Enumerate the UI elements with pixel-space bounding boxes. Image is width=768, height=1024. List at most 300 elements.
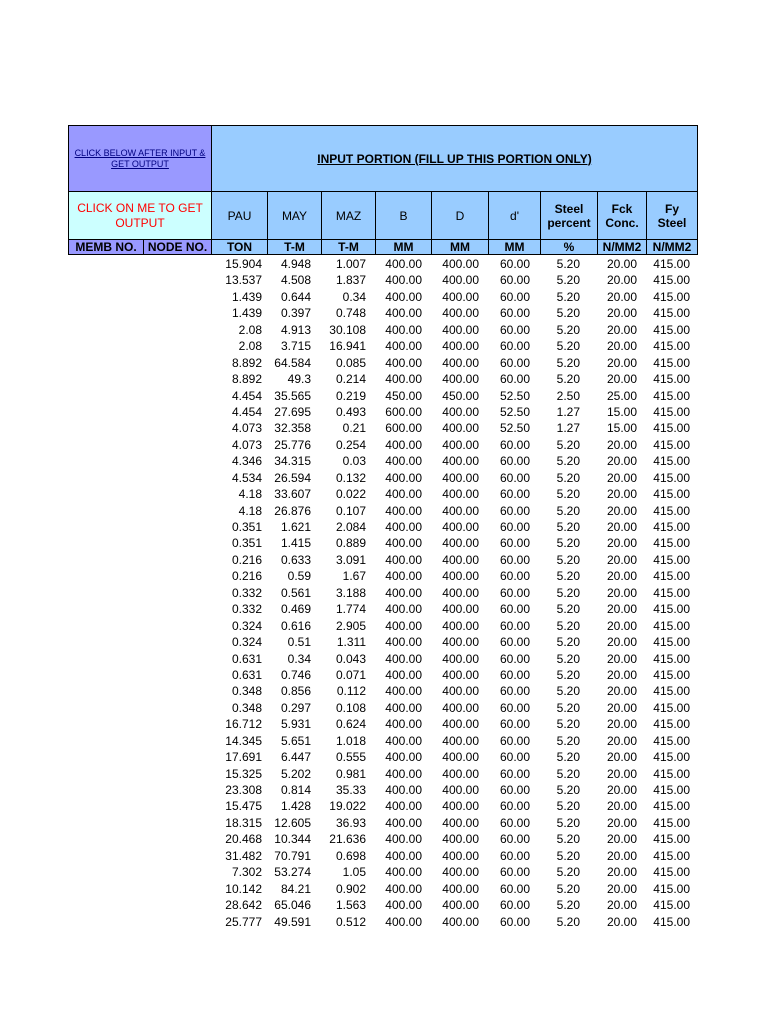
cell-b[interactable]: 400.00: [385, 783, 422, 797]
cell-fck[interactable]: 20.00: [606, 881, 637, 896]
cell-maz[interactable]: 0.071: [335, 667, 366, 682]
cell-pau[interactable]: 16.712: [225, 717, 262, 732]
cell-maz[interactable]: 0.085: [335, 355, 366, 370]
cell-steel-percent[interactable]: 5.20: [556, 487, 580, 502]
cell-steel-percent[interactable]: 5.20: [556, 536, 580, 551]
cell-maz[interactable]: 1.774: [335, 602, 366, 617]
cell-fy[interactable]: 415.00: [653, 914, 690, 929]
cell-b[interactable]: 400.00: [385, 552, 422, 567]
cell-fy[interactable]: 415.00: [653, 289, 690, 304]
cell-pau[interactable]: 4.18: [238, 487, 262, 502]
cell-fck[interactable]: 20.00: [606, 273, 637, 288]
cell-b[interactable]: 450.00: [385, 388, 422, 403]
cell-d[interactable]: 450.00: [442, 388, 479, 403]
cell-fy[interactable]: 415.00: [653, 421, 690, 436]
cell-d[interactable]: 400.00: [442, 355, 479, 370]
cell-fck[interactable]: 25.00: [606, 388, 637, 403]
cell-d[interactable]: 400.00: [442, 306, 479, 321]
cell-fy[interactable]: 415.00: [653, 667, 690, 682]
cell-d[interactable]: 400.00: [442, 832, 479, 847]
cell-fy[interactable]: 415.00: [653, 799, 690, 814]
cell-b[interactable]: 400.00: [385, 881, 422, 896]
cell-d[interactable]: 400.00: [442, 783, 479, 797]
cell-b[interactable]: 400.00: [385, 372, 422, 387]
cell-d-prime[interactable]: 60.00: [499, 783, 530, 797]
cell-b[interactable]: 400.00: [385, 898, 422, 913]
cell-d-prime[interactable]: 60.00: [499, 865, 530, 880]
cell-d-prime[interactable]: 60.00: [499, 437, 530, 452]
cell-d[interactable]: 400.00: [442, 372, 479, 387]
cell-may[interactable]: 49.591: [274, 914, 311, 929]
cell-maz[interactable]: 0.555: [335, 750, 366, 765]
cell-pau[interactable]: 20.468: [225, 832, 262, 847]
cell-d-prime[interactable]: 60.00: [499, 815, 530, 830]
cell-pau[interactable]: 4.18: [238, 503, 262, 518]
cell-d-prime[interactable]: 60.00: [499, 898, 530, 913]
cell-d-prime[interactable]: 60.00: [499, 635, 530, 650]
cell-maz[interactable]: 0.902: [335, 881, 366, 896]
cell-d[interactable]: 400.00: [442, 651, 479, 666]
cell-steel-percent[interactable]: 5.20: [556, 355, 580, 370]
cell-d-prime[interactable]: 60.00: [499, 503, 530, 518]
cell-d[interactable]: 400.00: [442, 635, 479, 650]
cell-d[interactable]: 400.00: [442, 684, 479, 699]
cell-steel-percent[interactable]: 1.27: [556, 421, 580, 436]
cell-fck[interactable]: 20.00: [606, 898, 637, 913]
cell-pau[interactable]: 0.348: [231, 684, 262, 699]
cell-d-prime[interactable]: 60.00: [499, 552, 530, 567]
cell-b[interactable]: 400.00: [385, 289, 422, 304]
cell-b[interactable]: 400.00: [385, 322, 422, 337]
cell-pau[interactable]: 0.332: [231, 602, 262, 617]
cell-steel-percent[interactable]: 5.20: [556, 470, 580, 485]
cell-b[interactable]: 400.00: [385, 733, 422, 748]
cell-fck[interactable]: 20.00: [606, 635, 637, 650]
cell-pau[interactable]: 1.439: [231, 306, 262, 321]
cell-d-prime[interactable]: 52.50: [499, 404, 530, 419]
cell-fck[interactable]: 20.00: [606, 454, 637, 469]
cell-steel-percent[interactable]: 5.20: [556, 700, 580, 715]
cell-d-prime[interactable]: 60.00: [499, 651, 530, 666]
cell-b[interactable]: 400.00: [385, 717, 422, 732]
cell-steel-percent[interactable]: 5.20: [556, 865, 580, 880]
cell-b[interactable]: 400.00: [385, 602, 422, 617]
cell-steel-percent[interactable]: 5.20: [556, 684, 580, 699]
cell-b[interactable]: 400.00: [385, 848, 422, 863]
cell-fck[interactable]: 20.00: [606, 651, 637, 666]
cell-steel-percent[interactable]: 5.20: [556, 602, 580, 617]
cell-b[interactable]: 400.00: [385, 865, 422, 880]
cell-may[interactable]: 25.776: [274, 437, 311, 452]
get-output-button[interactable]: CLICK ON ME TO GET OUTPUT: [68, 192, 212, 240]
cell-b[interactable]: 400.00: [385, 832, 422, 847]
cell-pau[interactable]: 25.777: [225, 914, 262, 929]
cell-fck[interactable]: 20.00: [606, 618, 637, 633]
cell-pau[interactable]: 13.537: [225, 273, 262, 288]
cell-fy[interactable]: 415.00: [653, 865, 690, 880]
cell-fy[interactable]: 415.00: [653, 536, 690, 551]
cell-steel-percent[interactable]: 5.20: [556, 437, 580, 452]
cell-pau[interactable]: 0.351: [231, 520, 262, 534]
cell-d-prime[interactable]: 60.00: [499, 569, 530, 584]
cell-maz[interactable]: 19.022: [329, 799, 366, 814]
cell-may[interactable]: 0.397: [280, 306, 311, 321]
cell-fy[interactable]: 415.00: [653, 881, 690, 896]
cell-steel-percent[interactable]: 5.20: [556, 306, 580, 321]
cell-steel-percent[interactable]: 5.20: [556, 289, 580, 304]
cell-may[interactable]: 4.913: [280, 322, 311, 337]
cell-maz[interactable]: 3.188: [335, 585, 366, 600]
cell-fy[interactable]: 415.00: [653, 684, 690, 699]
cell-d-prime[interactable]: 60.00: [499, 322, 530, 337]
cell-d-prime[interactable]: 60.00: [499, 306, 530, 321]
cell-steel-percent[interactable]: 5.20: [556, 717, 580, 732]
cell-fck[interactable]: 20.00: [606, 257, 637, 271]
cell-b[interactable]: 400.00: [385, 799, 422, 814]
cell-maz[interactable]: 21.636: [329, 832, 366, 847]
cell-may[interactable]: 0.856: [280, 684, 311, 699]
cell-pau[interactable]: 15.904: [225, 257, 262, 271]
cell-steel-percent[interactable]: 5.20: [556, 273, 580, 288]
cell-maz[interactable]: 0.219: [335, 388, 366, 403]
cell-d[interactable]: 400.00: [442, 799, 479, 814]
cell-fy[interactable]: 415.00: [653, 404, 690, 419]
cell-d-prime[interactable]: 52.50: [499, 421, 530, 436]
cell-b[interactable]: 400.00: [385, 815, 422, 830]
cell-maz[interactable]: 1.837: [335, 273, 366, 288]
cell-fy[interactable]: 415.00: [653, 700, 690, 715]
cell-fy[interactable]: 415.00: [653, 306, 690, 321]
cell-fck[interactable]: 20.00: [606, 569, 637, 584]
cell-maz[interactable]: 0.022: [335, 487, 366, 502]
cell-pau[interactable]: 28.642: [225, 898, 262, 913]
cell-pau[interactable]: 4.073: [231, 437, 262, 452]
cell-b[interactable]: 400.00: [385, 651, 422, 666]
cell-d-prime[interactable]: 60.00: [499, 881, 530, 896]
cell-fy[interactable]: 415.00: [653, 552, 690, 567]
cell-d[interactable]: 400.00: [442, 618, 479, 633]
cell-fy[interactable]: 415.00: [653, 602, 690, 617]
cell-fck[interactable]: 20.00: [606, 799, 637, 814]
cell-steel-percent[interactable]: 5.20: [556, 454, 580, 469]
cell-fy[interactable]: 415.00: [653, 766, 690, 781]
cell-fy[interactable]: 415.00: [653, 569, 690, 584]
cell-d-prime[interactable]: 60.00: [499, 372, 530, 387]
cell-d[interactable]: 400.00: [442, 766, 479, 781]
cell-fy[interactable]: 415.00: [653, 618, 690, 633]
cell-fy[interactable]: 415.00: [653, 635, 690, 650]
cell-d-prime[interactable]: 60.00: [499, 667, 530, 682]
cell-fy[interactable]: 415.00: [653, 750, 690, 765]
cell-pau[interactable]: 8.892: [231, 355, 262, 370]
cell-maz[interactable]: 35.33: [335, 783, 366, 797]
cell-fy[interactable]: 415.00: [653, 651, 690, 666]
cell-b[interactable]: 400.00: [385, 273, 422, 288]
cell-fck[interactable]: 20.00: [606, 602, 637, 617]
cell-pau[interactable]: 4.346: [231, 454, 262, 469]
cell-steel-percent[interactable]: 5.20: [556, 766, 580, 781]
cell-steel-percent[interactable]: 5.20: [556, 667, 580, 682]
cell-fck[interactable]: 15.00: [606, 404, 637, 419]
cell-fck[interactable]: 20.00: [606, 552, 637, 567]
cell-d-prime[interactable]: 60.00: [499, 585, 530, 600]
cell-fck[interactable]: 20.00: [606, 585, 637, 600]
cell-fck[interactable]: 20.00: [606, 783, 637, 797]
cell-maz[interactable]: 36.93: [335, 815, 366, 830]
cell-d-prime[interactable]: 60.00: [499, 914, 530, 929]
cell-fy[interactable]: 415.00: [653, 372, 690, 387]
cell-d[interactable]: 400.00: [442, 569, 479, 584]
cell-d[interactable]: 400.00: [442, 273, 479, 288]
cell-may[interactable]: 0.469: [280, 602, 311, 617]
output-link[interactable]: CLICK BELOW AFTER INPUT & GET OUTPUT: [74, 147, 206, 169]
cell-pau[interactable]: 2.08: [238, 322, 262, 337]
cell-steel-percent[interactable]: 5.20: [556, 552, 580, 567]
cell-maz[interactable]: 1.05: [342, 865, 366, 880]
cell-d[interactable]: 400.00: [442, 815, 479, 830]
cell-pau[interactable]: 0.324: [231, 635, 262, 650]
cell-pau[interactable]: 4.454: [231, 404, 262, 419]
cell-fy[interactable]: 415.00: [653, 717, 690, 732]
cell-fck[interactable]: 20.00: [606, 848, 637, 863]
cell-may[interactable]: 0.34: [287, 651, 311, 666]
cell-b[interactable]: 400.00: [385, 437, 422, 452]
cell-pau[interactable]: 15.325: [225, 766, 262, 781]
cell-fck[interactable]: 20.00: [606, 684, 637, 699]
cell-may[interactable]: 1.621: [280, 520, 311, 534]
cell-may[interactable]: 26.876: [274, 503, 311, 518]
cell-maz[interactable]: 30.108: [329, 322, 366, 337]
cell-maz[interactable]: 3.091: [335, 552, 366, 567]
cell-d-prime[interactable]: 60.00: [499, 733, 530, 748]
cell-maz[interactable]: 1.563: [335, 898, 366, 913]
cell-fy[interactable]: 415.00: [653, 783, 690, 797]
cell-fy[interactable]: 415.00: [653, 454, 690, 469]
cell-may[interactable]: 0.297: [280, 700, 311, 715]
cell-steel-percent[interactable]: 5.20: [556, 322, 580, 337]
cell-d-prime[interactable]: 60.00: [499, 766, 530, 781]
cell-d[interactable]: 400.00: [442, 750, 479, 765]
cell-may[interactable]: 0.746: [280, 667, 311, 682]
cell-d[interactable]: 400.00: [442, 454, 479, 469]
cell-b[interactable]: 400.00: [385, 487, 422, 502]
cell-fck[interactable]: 20.00: [606, 750, 637, 765]
cell-may[interactable]: 6.447: [280, 750, 311, 765]
cell-maz[interactable]: 0.21: [342, 421, 366, 436]
cell-may[interactable]: 0.616: [280, 618, 311, 633]
cell-fck[interactable]: 20.00: [606, 339, 637, 354]
cell-pau[interactable]: 0.351: [231, 536, 262, 551]
cell-pau[interactable]: 7.302: [231, 865, 262, 880]
cell-maz[interactable]: 1.67: [342, 569, 366, 584]
cell-d[interactable]: 400.00: [442, 667, 479, 682]
cell-may[interactable]: 3.715: [280, 339, 311, 354]
cell-fck[interactable]: 20.00: [606, 322, 637, 337]
cell-may[interactable]: 5.931: [280, 717, 311, 732]
cell-may[interactable]: 84.21: [280, 881, 311, 896]
cell-steel-percent[interactable]: 5.20: [556, 832, 580, 847]
cell-fy[interactable]: 415.00: [653, 585, 690, 600]
cell-maz[interactable]: 0.254: [335, 437, 366, 452]
cell-d[interactable]: 400.00: [442, 717, 479, 732]
cell-fy[interactable]: 415.00: [653, 815, 690, 830]
cell-maz[interactable]: 0.132: [335, 470, 366, 485]
cell-steel-percent[interactable]: 5.20: [556, 569, 580, 584]
cell-maz[interactable]: 0.108: [335, 700, 366, 715]
cell-steel-percent[interactable]: 5.20: [556, 898, 580, 913]
cell-b[interactable]: 400.00: [385, 306, 422, 321]
cell-d[interactable]: 400.00: [442, 914, 479, 929]
cell-pau[interactable]: 14.345: [225, 733, 262, 748]
cell-d[interactable]: 400.00: [442, 404, 479, 419]
cell-pau[interactable]: 18.315: [225, 815, 262, 830]
cell-steel-percent[interactable]: 5.20: [556, 815, 580, 830]
cell-fy[interactable]: 415.00: [653, 832, 690, 847]
cell-d[interactable]: 400.00: [442, 487, 479, 502]
cell-may[interactable]: 32.358: [274, 421, 311, 436]
cell-d[interactable]: 400.00: [442, 881, 479, 896]
cell-steel-percent[interactable]: 5.20: [556, 520, 580, 534]
cell-d-prime[interactable]: 60.00: [499, 273, 530, 288]
cell-fck[interactable]: 15.00: [606, 421, 637, 436]
cell-fck[interactable]: 20.00: [606, 865, 637, 880]
cell-fy[interactable]: 415.00: [653, 355, 690, 370]
cell-pau[interactable]: 0.216: [231, 552, 262, 567]
cell-fck[interactable]: 20.00: [606, 733, 637, 748]
cell-may[interactable]: 4.948: [280, 257, 311, 271]
cell-d-prime[interactable]: 60.00: [499, 750, 530, 765]
cell-d-prime[interactable]: 60.00: [499, 799, 530, 814]
cell-d-prime[interactable]: 60.00: [499, 717, 530, 732]
cell-b[interactable]: 400.00: [385, 914, 422, 929]
cell-fck[interactable]: 20.00: [606, 355, 637, 370]
cell-may[interactable]: 53.274: [274, 865, 311, 880]
cell-b[interactable]: 400.00: [385, 635, 422, 650]
cell-b[interactable]: 400.00: [385, 536, 422, 551]
cell-b[interactable]: 400.00: [385, 750, 422, 765]
cell-maz[interactable]: 0.112: [336, 684, 366, 699]
cell-d[interactable]: 400.00: [442, 437, 479, 452]
cell-steel-percent[interactable]: 5.20: [556, 372, 580, 387]
cell-may[interactable]: 64.584: [274, 355, 311, 370]
cell-steel-percent[interactable]: 5.20: [556, 503, 580, 518]
cell-d[interactable]: 400.00: [442, 700, 479, 715]
cell-pau[interactable]: 0.631: [231, 651, 262, 666]
cell-may[interactable]: 33.607: [274, 487, 311, 502]
cell-maz[interactable]: 0.493: [335, 404, 366, 419]
cell-steel-percent[interactable]: 5.20: [556, 750, 580, 765]
cell-fck[interactable]: 20.00: [606, 700, 637, 715]
cell-b[interactable]: 400.00: [385, 585, 422, 600]
cell-steel-percent[interactable]: 2.50: [556, 388, 580, 403]
cell-b[interactable]: 400.00: [385, 569, 422, 584]
cell-steel-percent[interactable]: 1.27: [556, 404, 580, 419]
cell-b[interactable]: 400.00: [385, 339, 422, 354]
cell-may[interactable]: 5.202: [280, 766, 311, 781]
cell-fck[interactable]: 20.00: [606, 306, 637, 321]
cell-steel-percent[interactable]: 5.20: [556, 339, 580, 354]
cell-fy[interactable]: 415.00: [653, 733, 690, 748]
cell-maz[interactable]: 0.03: [342, 454, 366, 469]
cell-pau[interactable]: 4.534: [231, 470, 262, 485]
cell-b[interactable]: 400.00: [385, 766, 422, 781]
cell-pau[interactable]: 15.475: [225, 799, 262, 814]
cell-d[interactable]: 400.00: [442, 257, 479, 271]
cell-fck[interactable]: 20.00: [606, 503, 637, 518]
cell-d[interactable]: 400.00: [442, 552, 479, 567]
cell-maz[interactable]: 0.043: [335, 651, 366, 666]
cell-maz[interactable]: 0.981: [335, 766, 366, 781]
cell-maz[interactable]: 2.905: [335, 618, 366, 633]
cell-may[interactable]: 34.315: [274, 454, 311, 469]
cell-steel-percent[interactable]: 5.20: [556, 257, 580, 271]
cell-maz[interactable]: 1.018: [335, 733, 366, 748]
cell-fy[interactable]: 415.00: [653, 503, 690, 518]
cell-steel-percent[interactable]: 5.20: [556, 733, 580, 748]
cell-pau[interactable]: 31.482: [225, 848, 262, 863]
cell-fck[interactable]: 20.00: [606, 289, 637, 304]
cell-may[interactable]: 12.605: [274, 815, 311, 830]
cell-fck[interactable]: 20.00: [606, 717, 637, 732]
cell-fck[interactable]: 20.00: [606, 914, 637, 929]
cell-may[interactable]: 0.561: [280, 585, 311, 600]
cell-maz[interactable]: 16.941: [329, 339, 366, 354]
cell-maz[interactable]: 0.748: [335, 306, 366, 321]
cell-may[interactable]: 5.651: [280, 733, 311, 748]
cell-pau[interactable]: 0.348: [231, 700, 262, 715]
cell-d-prime[interactable]: 60.00: [499, 700, 530, 715]
cell-d[interactable]: 400.00: [442, 733, 479, 748]
cell-d[interactable]: 400.00: [442, 322, 479, 337]
cell-may[interactable]: 0.59: [287, 569, 311, 584]
cell-d[interactable]: 400.00: [442, 339, 479, 354]
cell-pau[interactable]: 2.08: [238, 339, 262, 354]
cell-fck[interactable]: 20.00: [606, 815, 637, 830]
cell-maz[interactable]: 0.107: [335, 503, 366, 518]
cell-fck[interactable]: 20.00: [606, 437, 637, 452]
cell-d-prime[interactable]: 60.00: [499, 618, 530, 633]
cell-d-prime[interactable]: 60.00: [499, 536, 530, 551]
cell-d[interactable]: 400.00: [442, 503, 479, 518]
cell-may[interactable]: 1.415: [280, 536, 311, 551]
cell-may[interactable]: 1.428: [280, 799, 311, 814]
cell-pau[interactable]: 1.439: [231, 289, 262, 304]
cell-d[interactable]: 400.00: [442, 520, 479, 534]
cell-d[interactable]: 400.00: [442, 585, 479, 600]
cell-may[interactable]: 70.791: [274, 848, 311, 863]
cell-pau[interactable]: 8.892: [231, 372, 262, 387]
cell-b[interactable]: 400.00: [385, 470, 422, 485]
cell-b[interactable]: 600.00: [385, 404, 422, 419]
cell-may[interactable]: 26.594: [274, 470, 311, 485]
cell-d-prime[interactable]: 60.00: [499, 257, 530, 271]
cell-maz[interactable]: 0.624: [335, 717, 366, 732]
cell-b[interactable]: 400.00: [385, 355, 422, 370]
cell-pau[interactable]: 0.631: [231, 667, 262, 682]
cell-fy[interactable]: 415.00: [653, 470, 690, 485]
cell-d-prime[interactable]: 60.00: [499, 520, 530, 534]
cell-d-prime[interactable]: 60.00: [499, 339, 530, 354]
cell-pau[interactable]: 17.691: [225, 750, 262, 765]
cell-may[interactable]: 65.046: [274, 898, 311, 913]
cell-d[interactable]: 400.00: [442, 470, 479, 485]
cell-fy[interactable]: 415.00: [653, 339, 690, 354]
cell-d[interactable]: 400.00: [442, 536, 479, 551]
cell-fck[interactable]: 20.00: [606, 372, 637, 387]
cell-fy[interactable]: 415.00: [653, 848, 690, 863]
cell-fy[interactable]: 415.00: [653, 322, 690, 337]
cell-may[interactable]: 0.633: [280, 552, 311, 567]
